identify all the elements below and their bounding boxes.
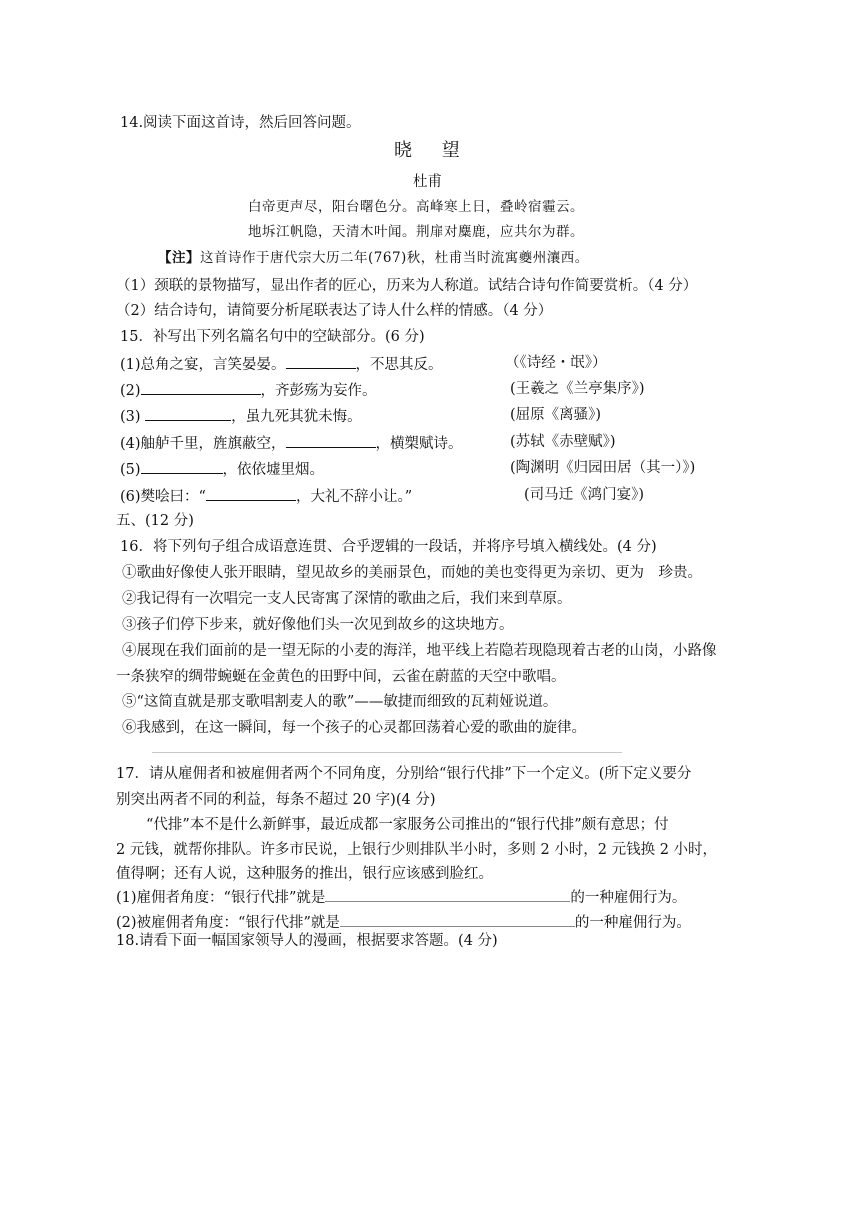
q15-item-1-pre: (1)总角之宴，言笑晏晏。 xyxy=(120,357,286,373)
q14-sub2: （2）结合诗句，请简要分析尾联表达了诗人什么样的情感。（4 分） xyxy=(116,303,553,319)
q16-sentence-2: ②我记得有一次唱完一支人民寄寓了深情的歌曲之后，我们来到草原。 xyxy=(122,591,572,607)
q15-item-4 xyxy=(120,432,463,454)
section-five-heading: 五、(12 分) xyxy=(116,513,194,529)
q15-source-3: (屈原《离骚》) xyxy=(510,407,602,423)
poem-note xyxy=(158,248,589,268)
poem-author: 杜甫 xyxy=(413,174,442,190)
q15-item-4-post: ，横槊赋诗。 xyxy=(375,436,463,452)
poem-line-1: 白帝更声尽，阳台曙色分。高峰寒上日，叠岭宿霾云。 xyxy=(248,199,584,215)
poem-title: 晓 望 xyxy=(394,140,472,161)
q17-answer-2-post: 的一种雇佣行为。 xyxy=(574,915,691,931)
note-text: 这首诗作于唐代宗大历二年(767)秋，杜甫当时流寓夔州瀼西。 xyxy=(200,250,589,266)
q15-source-2: (王羲之《兰亭集序》) xyxy=(510,381,645,397)
q17-heading-a: 17．请从雇佣者和被雇佣者两个不同角度，分别给“银行代排”下一个定义。(所下定义要分 xyxy=(116,766,692,782)
q17-passage-3: 值得啊；还有人说，这种服务的推出，银行应该感到脸红。 xyxy=(116,866,493,882)
q15-blank-6[interactable] xyxy=(206,485,296,501)
q14-sub1: （1）颈联的景物描写，显出作者的匠心，历来为人称道。试结合诗句作简要赏析。（4 分） xyxy=(116,278,698,294)
q15-blank-2[interactable] xyxy=(141,379,261,395)
q17-blank-2[interactable] xyxy=(340,911,575,927)
q16-answer-line[interactable] xyxy=(152,752,622,753)
q16-sentence-5: ⑤“这简直就是那支歌唱割麦人的歌”——敏捷而细致的瓦莉娅说道。 xyxy=(122,694,558,710)
q15-item-5-post: ，依依墟里烟。 xyxy=(222,462,325,478)
q15-blank-3[interactable] xyxy=(145,405,231,421)
note-label: 【注】 xyxy=(158,250,200,266)
q17-answer-1-pre: (1)雇佣者角度：“银行代排”就是 xyxy=(116,890,326,906)
q15-heading: 15．补写出下列名篇名句中的空缺部分。(6 分) xyxy=(120,329,425,345)
q17-passage-2: 2 元钱，就帮你排队。许多市民说，上银行少则排队半小时，多则 2 小时，2 元钱换 2 小时， xyxy=(116,842,718,858)
q15-source-6: (司马迁《鸿门宴》) xyxy=(524,487,645,503)
q15-blank-4[interactable] xyxy=(286,432,376,448)
q15-item-2-pre: (2) xyxy=(120,383,141,399)
q15-item-6-post: ，大礼不辞小让。” xyxy=(295,489,413,505)
q16-sentence-4a: ④展现在我们面前的是一望无际的小麦的海洋，地平线上若隐若现隐现着古老的山岗，小路像 xyxy=(122,643,717,659)
q16-sentence-1: ①歌曲好像使人张开眼睛，望见故乡的美丽景色，而她的美也变得更为亲切、更为 珍贵。 xyxy=(122,565,702,581)
q17-answer-1-post: 的一种雇佣行为。 xyxy=(570,890,687,906)
q15-source-4: (苏轼《赤壁赋》) xyxy=(510,434,616,450)
q17-answer-2 xyxy=(116,911,691,933)
q15-item-3-post: ，虽九死其犹未悔。 xyxy=(231,409,362,425)
q16-sentence-6: ⑥我感到，在这一瞬间，每一个孩子的心灵都回荡着心爱的歌曲的旋律。 xyxy=(122,720,586,736)
q17-heading-b: 别突出两者不同的利益，每条不超过 20 字)(4 分) xyxy=(116,792,436,808)
q14-heading: 14.阅读下面这首诗，然后回答问题。 xyxy=(120,115,361,131)
q15-source-1: （《诗经・氓》） xyxy=(505,355,607,371)
q15-item-2 xyxy=(120,379,377,401)
q15-blank-1[interactable] xyxy=(286,353,356,369)
q15-item-5 xyxy=(120,458,324,480)
q16-heading: 16．将下列句子组合成语意连贯、合乎逻辑的一段话，并将序号填入横线处。(4 分) xyxy=(120,539,657,555)
q15-item-2-post: ，齐彭殇为妄作。 xyxy=(260,383,377,399)
q15-source-5: (陶渊明《归园田居（其一）》) xyxy=(510,460,696,476)
q15-item-5-pre: (5) xyxy=(120,462,141,478)
q17-blank-1[interactable] xyxy=(325,886,570,902)
q17-answer-1 xyxy=(116,886,686,908)
q15-item-6 xyxy=(120,485,412,507)
q16-sentence-3: ③孩子们停下步来，就好像他们头一次见到故乡的这块地方。 xyxy=(122,617,514,633)
q18-heading: 18.请看下面一幅国家领导人的漫画，根据要求答题。(4 分) xyxy=(116,933,498,949)
q15-item-4-pre: (4)舳舻千里，旌旗蔽空， xyxy=(120,436,286,452)
q15-item-1-post: ，不思其反。 xyxy=(355,357,443,373)
q17-answer-2-pre: (2)被雇佣者角度：“银行代排”就是 xyxy=(116,915,340,931)
poem-line-2: 地坼江帆隐，天清木叶闻。荆扉对麋鹿，应共尔为群。 xyxy=(248,224,584,240)
q16-sentence-4b: 一条狭窄的绸带蜿蜒在金黄色的田野中间，云雀在蔚蓝的天空中歌唱。 xyxy=(116,669,566,685)
q17-passage-1: “代排”本不是什么新鲜事，最近成都一家服务公司推出的“银行代排”颇有意思；付 xyxy=(146,817,669,833)
q15-blank-5[interactable] xyxy=(141,458,223,474)
q15-item-3-pre: (3) xyxy=(120,409,146,425)
q15-item-6-pre: (6)樊哙曰：“ xyxy=(120,489,206,505)
q15-item-3 xyxy=(120,405,362,427)
q15-item-1 xyxy=(120,353,443,375)
